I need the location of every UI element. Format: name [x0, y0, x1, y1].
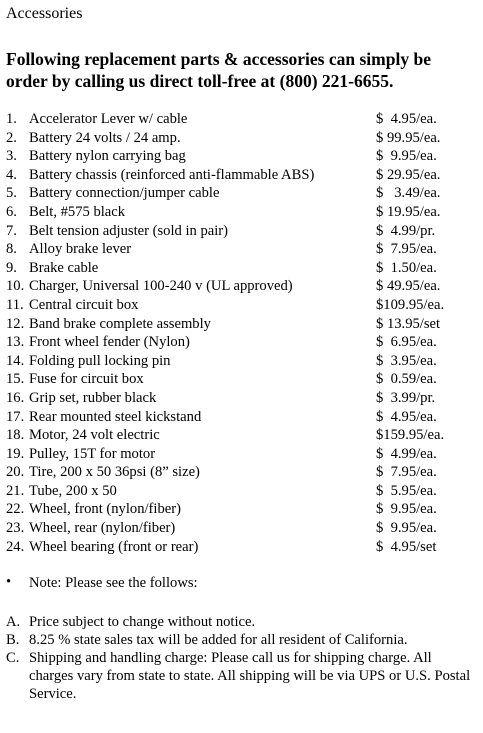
condition-text: Price subject to change without notice.	[29, 614, 256, 630]
item-price: $ 7.95/ea.	[376, 241, 437, 258]
item-price: $ 9.95/ea.	[376, 520, 437, 537]
condition-item	[6, 613, 478, 631]
item-name: Accelerator Lever w/ cable	[29, 111, 188, 127]
item-price: $ 9.95/ea.	[376, 148, 437, 165]
list-item	[6, 426, 478, 445]
item-name: Rear mounted steel kickstand	[29, 408, 202, 425]
item-name: Tire, 200 x 50 36psi (8” size)	[29, 464, 200, 481]
bullet-icon: •	[6, 574, 12, 590]
item-name: Battery 24 volts / 24 amp.	[29, 129, 181, 146]
item-price: $ 99.95/ea.	[376, 129, 441, 146]
item-num: 24.	[6, 538, 25, 555]
item-name: Folding pull locking pin	[29, 352, 171, 369]
item-num: 10.	[6, 278, 25, 295]
item-price: $ 9.95/ea.	[376, 501, 437, 518]
item-name: Alloy brake lever	[29, 241, 132, 258]
item-name: Belt tension adjuster (sold in pair)	[29, 222, 229, 239]
item-num: 14.	[6, 352, 25, 369]
item-name: Motor, 24 volt electric	[29, 427, 160, 444]
item-price: $ 29.95/ea.	[376, 166, 441, 183]
item-num: 21.	[6, 482, 25, 499]
list-item	[6, 500, 478, 519]
list-item	[6, 259, 478, 278]
intro-text: Following replacement parts & accessories can simply be order by calling us direct toll-free at (800) 221-6655.	[6, 49, 431, 91]
list-item	[6, 222, 478, 241]
list-item	[6, 240, 478, 259]
item-price: $ 5.95/ea.	[376, 482, 437, 499]
item-price: $ 13.95/set	[376, 315, 441, 332]
accessories-list	[6, 110, 478, 556]
item-num: 16.	[6, 389, 25, 406]
item-price: $ 49.95/ea.	[376, 278, 441, 295]
item-name: Front wheel fender (Nylon)	[29, 334, 190, 351]
list-item	[6, 445, 478, 464]
item-num: 13.	[6, 334, 25, 351]
item-name: Belt, #575 black	[29, 203, 126, 220]
item-num: 3.	[6, 148, 17, 165]
item-name: Tube, 200 x 50	[29, 482, 117, 499]
item-price: $ 3.95/ea.	[376, 352, 437, 369]
item-num: 1.	[6, 111, 17, 127]
condition-letter: A.	[6, 614, 21, 630]
item-name: Battery connection/jumper cable	[29, 185, 220, 202]
list-item	[6, 519, 478, 538]
item-num: 12.	[6, 315, 25, 332]
item-price: $109.95/ea.	[376, 296, 445, 313]
item-num: 15.	[6, 371, 25, 388]
list-item	[6, 147, 478, 166]
item-num: 8.	[6, 241, 17, 258]
item-name: Fuse for circuit box	[29, 371, 144, 388]
item-price: $ 4.99/pr.	[376, 222, 436, 239]
item-name: Wheel bearing (front or rear)	[29, 538, 199, 555]
list-item	[6, 389, 478, 408]
page-title: Accessories	[6, 5, 83, 22]
item-price: $159.95/ea.	[376, 427, 445, 444]
list-item	[6, 296, 478, 315]
condition-letter: B.	[6, 632, 20, 648]
list-item	[6, 352, 478, 371]
item-price: $ 1.50/ea.	[376, 259, 437, 276]
item-price: $ 3.99/pr.	[376, 389, 436, 406]
item-name: Battery chassis (reinforced anti-flammable ABS)	[29, 166, 315, 183]
item-num: 23.	[6, 520, 25, 537]
item-price: $ 7.95/ea.	[376, 464, 437, 481]
item-num: 19.	[6, 445, 25, 462]
list-item	[6, 333, 478, 352]
item-num: 5.	[6, 185, 17, 202]
note-text: Note: Please see the follows:	[29, 575, 198, 591]
item-name: Band brake complete assembly	[29, 315, 211, 332]
item-name: Wheel, front (nylon/fiber)	[29, 501, 181, 518]
item-name: Charger, Universal 100-240 v (UL approved)	[29, 278, 293, 295]
item-price: $ 4.95/ea.	[376, 111, 437, 127]
item-num: 17.	[6, 408, 25, 425]
condition-item	[6, 631, 478, 649]
list-item	[6, 463, 478, 482]
list-item	[6, 184, 478, 203]
list-item	[6, 203, 478, 222]
list-item	[6, 129, 478, 148]
list-item	[6, 277, 478, 296]
conditions-list	[6, 613, 478, 703]
item-num: 9.	[6, 259, 17, 276]
item-num: 2.	[6, 129, 17, 146]
item-num: 4.	[6, 166, 17, 183]
condition-text: 8.25 % state sales tax will be added for all resident of California.	[29, 632, 408, 648]
list-item	[6, 408, 478, 427]
item-price: $ 19.95/ea.	[376, 203, 441, 220]
item-name: Brake cable	[29, 259, 99, 276]
item-price: $ 0.59/ea.	[376, 371, 437, 388]
item-name: Grip set, rubber black	[29, 389, 157, 406]
item-name: Central circuit box	[29, 296, 139, 313]
item-name: Pulley, 15T for motor	[29, 445, 156, 462]
item-num: 18.	[6, 427, 25, 444]
item-name: Battery nylon carrying bag	[29, 148, 186, 165]
item-price: $ 4.95/ea.	[376, 408, 437, 425]
item-num: 6.	[6, 203, 17, 220]
item-price: $ 4.95/set	[376, 538, 437, 555]
list-item	[6, 482, 478, 501]
item-num: 20.	[6, 464, 25, 481]
condition-letter: C.	[6, 650, 20, 666]
list-item	[6, 538, 478, 557]
item-num: 11.	[6, 296, 24, 313]
item-num: 22.	[6, 501, 25, 518]
item-price: $ 6.95/ea.	[376, 334, 437, 351]
item-name: Wheel, rear (nylon/fiber)	[29, 520, 176, 537]
list-item	[6, 166, 478, 185]
list-item	[6, 315, 478, 334]
item-num: 7.	[6, 222, 17, 239]
condition-item	[6, 649, 478, 703]
list-item	[6, 110, 478, 129]
list-item	[6, 370, 478, 389]
item-price: $ 4.99/ea.	[376, 445, 437, 462]
condition-text: Shipping and handling charge: Please call us for shipping charge. All charges vary from state to state. All shipping will be via UPS or U.S. Postal Service.	[29, 650, 471, 702]
item-price: $ 3.49/ea.	[376, 185, 441, 202]
